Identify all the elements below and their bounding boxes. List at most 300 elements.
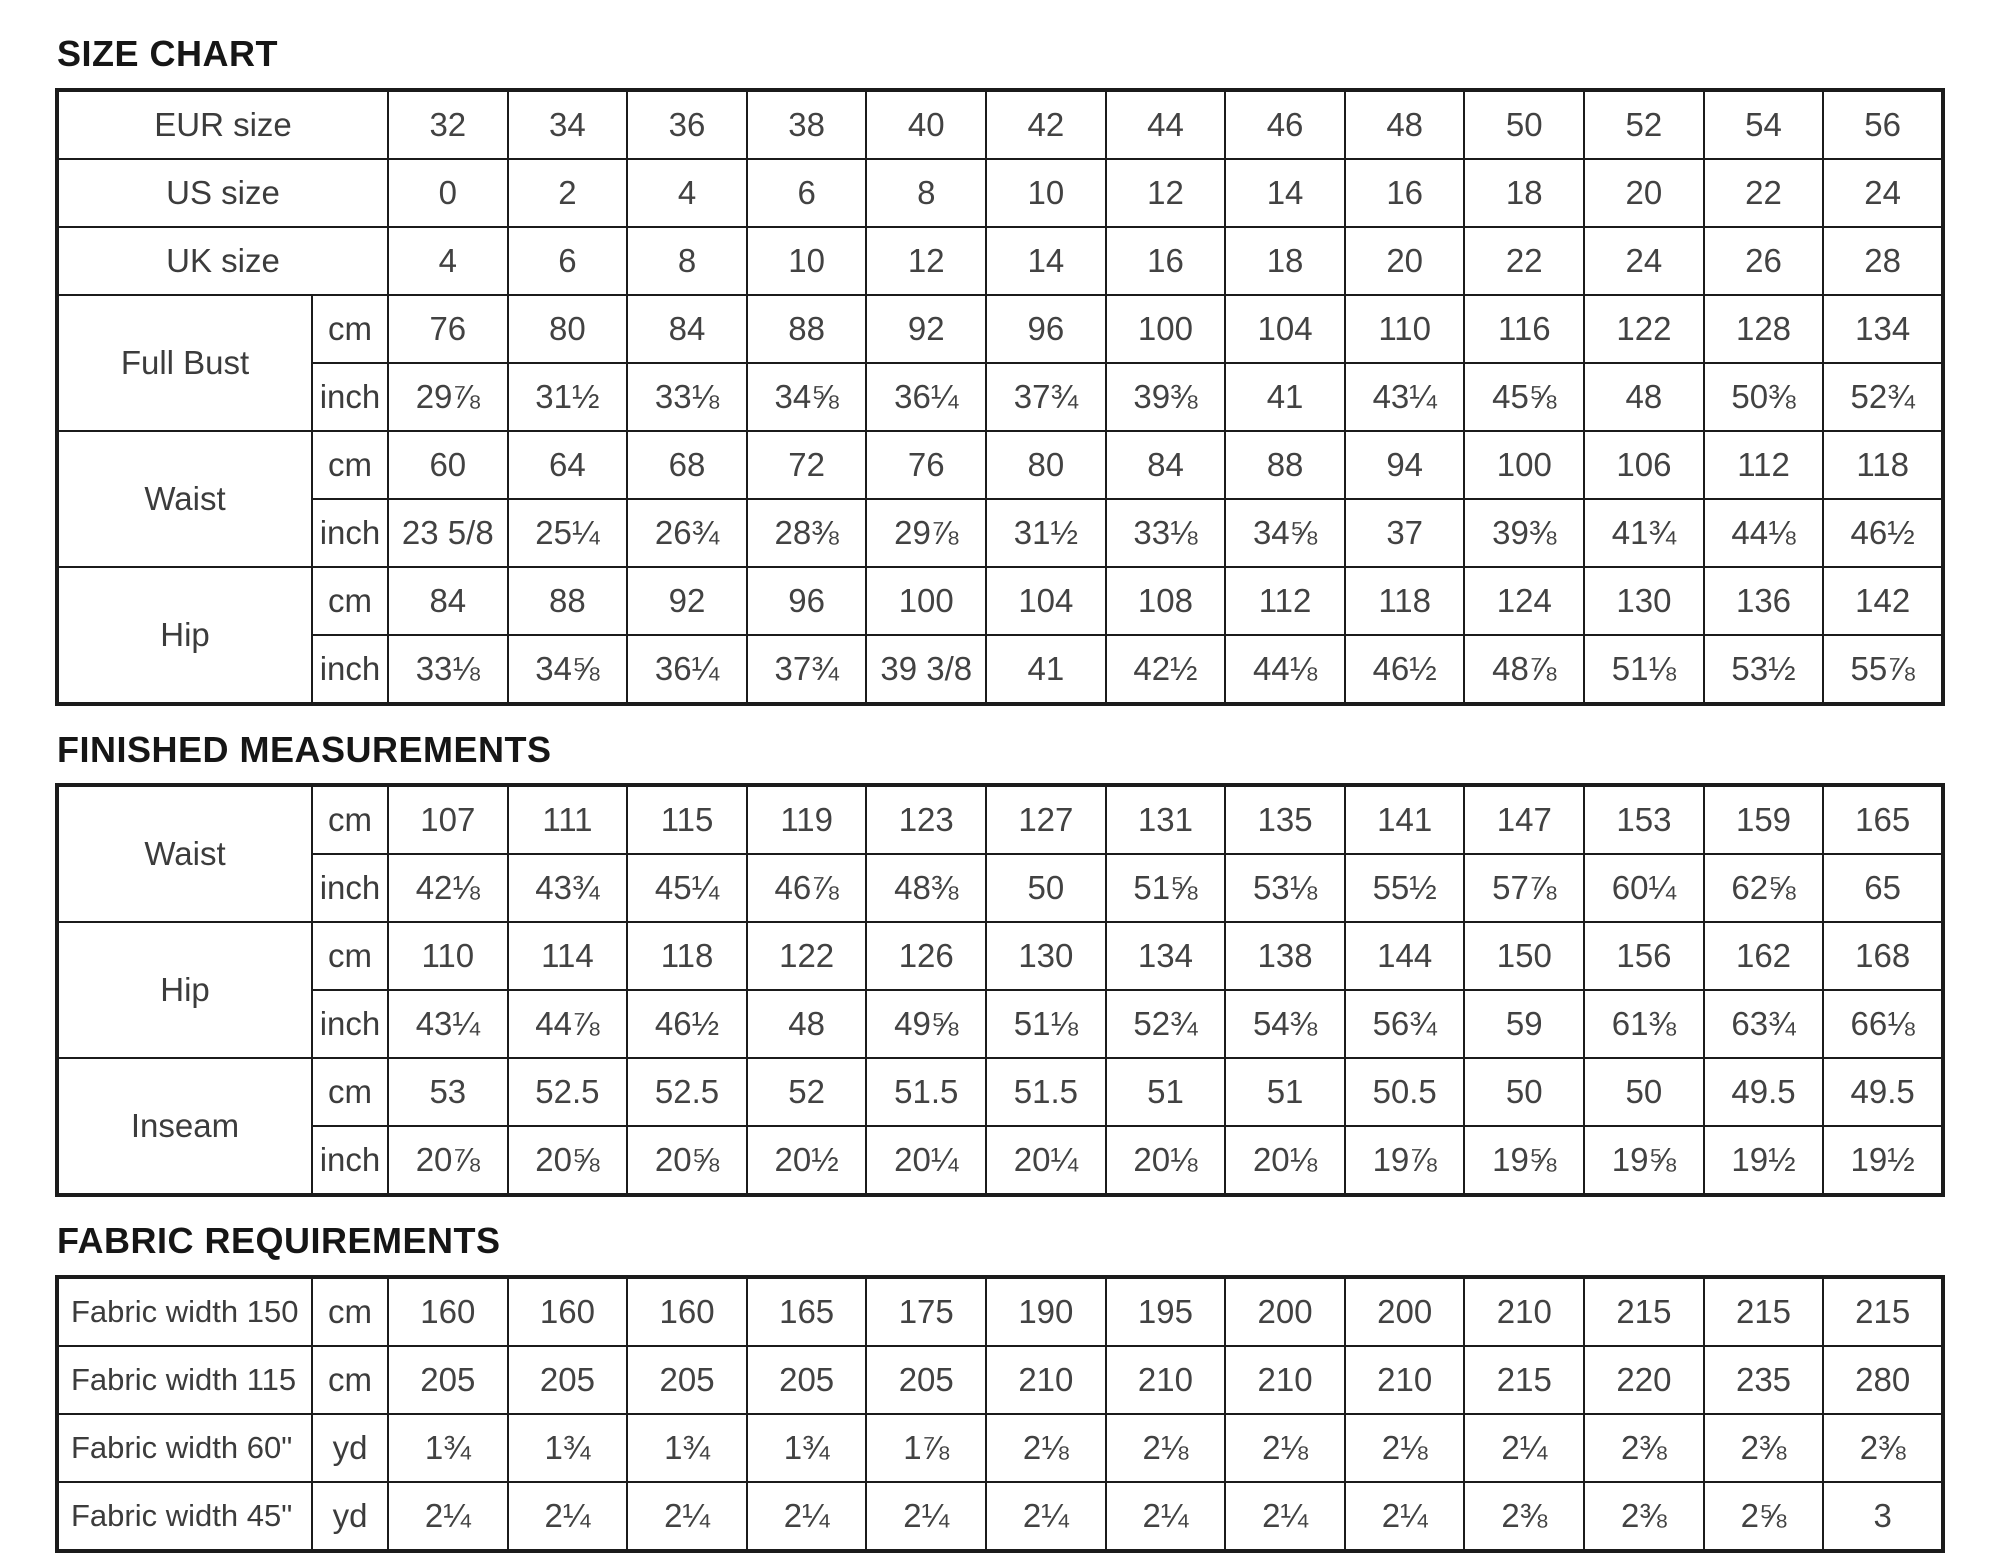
value-cell: 19½	[1704, 1126, 1824, 1195]
value-cell: 84	[627, 295, 747, 363]
value-cell: 19½	[1823, 1126, 1943, 1195]
table-row	[57, 159, 1943, 227]
value-cell: 46½	[1345, 635, 1465, 704]
value-cell: 160	[508, 1277, 628, 1346]
value-cell: 2⅜	[1584, 1482, 1704, 1551]
value-cell: 210	[1225, 1346, 1345, 1414]
value-cell: 100	[1464, 431, 1584, 499]
table-row	[57, 1058, 1943, 1126]
value-cell: 14	[1225, 159, 1345, 227]
value-cell: 92	[866, 295, 986, 363]
value-cell: 165	[747, 1277, 867, 1346]
fabric-requirements-table	[55, 1275, 1945, 1553]
unit-cell: yd	[312, 1482, 388, 1551]
value-cell: 2¼	[1345, 1482, 1465, 1551]
value-cell: 107	[388, 785, 508, 854]
value-cell: 2¼	[1106, 1482, 1226, 1551]
value-cell: 142	[1823, 567, 1943, 635]
value-cell: 0	[388, 159, 508, 227]
value-cell: 61⅜	[1584, 990, 1704, 1058]
value-cell: 1¾	[747, 1414, 867, 1482]
value-cell: 48⅜	[866, 854, 986, 922]
unit-cell: inch	[312, 990, 388, 1058]
unit-cell: inch	[312, 363, 388, 431]
row-label: US size	[57, 159, 388, 227]
value-cell: 144	[1345, 922, 1465, 990]
unit-cell: cm	[312, 922, 388, 990]
value-cell: 1¾	[388, 1414, 508, 1482]
value-cell: 22	[1464, 227, 1584, 295]
value-cell: 46½	[1823, 499, 1943, 567]
value-cell: 20¼	[986, 1126, 1106, 1195]
value-cell: 31½	[986, 499, 1106, 567]
value-cell: 20	[1584, 159, 1704, 227]
value-cell: 123	[866, 785, 986, 854]
value-cell: 104	[1225, 295, 1345, 363]
value-cell: 205	[627, 1346, 747, 1414]
value-cell: 110	[1345, 295, 1465, 363]
table-row	[57, 635, 1943, 704]
value-cell: 16	[1106, 227, 1226, 295]
row-label: UK size	[57, 227, 388, 295]
value-cell: 36¼	[627, 635, 747, 704]
value-cell: 43¾	[508, 854, 628, 922]
table-row	[57, 1277, 1943, 1346]
value-cell: 48⅞	[1464, 635, 1584, 704]
value-cell: 127	[986, 785, 1106, 854]
value-cell: 41	[1225, 363, 1345, 431]
unit-cell: yd	[312, 1414, 388, 1482]
value-cell: 12	[866, 227, 986, 295]
table-row	[57, 431, 1943, 499]
value-cell: 6	[508, 227, 628, 295]
value-cell: 2⅜	[1584, 1414, 1704, 1482]
row-label: Fabric width 45"	[57, 1482, 312, 1551]
value-cell: 60	[388, 431, 508, 499]
value-cell: 36¼	[866, 363, 986, 431]
value-cell: 126	[866, 922, 986, 990]
value-cell: 38	[747, 90, 867, 159]
value-cell: 128	[1704, 295, 1824, 363]
value-cell: 195	[1106, 1277, 1226, 1346]
value-cell: 37¾	[986, 363, 1106, 431]
value-cell: 44⅛	[1704, 499, 1824, 567]
value-cell: 210	[1106, 1346, 1226, 1414]
value-cell: 45¼	[627, 854, 747, 922]
value-cell: 122	[1584, 295, 1704, 363]
value-cell: 2⅜	[1823, 1414, 1943, 1482]
value-cell: 53⅛	[1225, 854, 1345, 922]
value-cell: 119	[747, 785, 867, 854]
value-cell: 54	[1704, 90, 1824, 159]
value-cell: 4	[627, 159, 747, 227]
value-cell: 52	[747, 1058, 867, 1126]
value-cell: 104	[986, 567, 1106, 635]
value-cell: 80	[986, 431, 1106, 499]
row-label: Inseam	[57, 1058, 312, 1195]
value-cell: 156	[1584, 922, 1704, 990]
value-cell: 36	[627, 90, 747, 159]
value-cell: 59	[1464, 990, 1584, 1058]
value-cell: 45⅝	[1464, 363, 1584, 431]
value-cell: 153	[1584, 785, 1704, 854]
value-cell: 205	[747, 1346, 867, 1414]
value-cell: 2⅛	[1345, 1414, 1465, 1482]
value-cell: 4	[388, 227, 508, 295]
row-label: EUR size	[57, 90, 388, 159]
value-cell: 2¼	[747, 1482, 867, 1551]
value-cell: 92	[627, 567, 747, 635]
value-cell: 24	[1823, 159, 1943, 227]
value-cell: 88	[508, 567, 628, 635]
value-cell: 116	[1464, 295, 1584, 363]
table-row	[57, 785, 1943, 854]
row-label: Fabric width 150	[57, 1277, 312, 1346]
value-cell: 28⅜	[747, 499, 867, 567]
value-cell: 215	[1584, 1277, 1704, 1346]
value-cell: 8	[627, 227, 747, 295]
value-cell: 205	[508, 1346, 628, 1414]
row-label: Fabric width 115	[57, 1346, 312, 1414]
value-cell: 215	[1464, 1346, 1584, 1414]
value-cell: 29⅞	[866, 499, 986, 567]
value-cell: 150	[1464, 922, 1584, 990]
value-cell: 2¼	[627, 1482, 747, 1551]
value-cell: 118	[1823, 431, 1943, 499]
value-cell: 100	[1106, 295, 1226, 363]
value-cell: 122	[747, 922, 867, 990]
value-cell: 124	[1464, 567, 1584, 635]
value-cell: 33⅛	[1106, 499, 1226, 567]
value-cell: 215	[1823, 1277, 1943, 1346]
unit-cell: cm	[312, 295, 388, 363]
value-cell: 20⅝	[627, 1126, 747, 1195]
value-cell: 24	[1584, 227, 1704, 295]
unit-cell: cm	[312, 1346, 388, 1414]
value-cell: 62⅝	[1704, 854, 1824, 922]
value-cell: 41¾	[1584, 499, 1704, 567]
value-cell: 48	[747, 990, 867, 1058]
value-cell: 34	[508, 90, 628, 159]
value-cell: 3	[1823, 1482, 1943, 1551]
value-cell: 80	[508, 295, 628, 363]
value-cell: 160	[388, 1277, 508, 1346]
value-cell: 51⅛	[1584, 635, 1704, 704]
value-cell: 210	[1464, 1277, 1584, 1346]
value-cell: 131	[1106, 785, 1226, 854]
value-cell: 210	[1345, 1346, 1465, 1414]
value-cell: 50.5	[1345, 1058, 1465, 1126]
value-cell: 165	[1823, 785, 1943, 854]
value-cell: 53½	[1704, 635, 1824, 704]
value-cell: 88	[1225, 431, 1345, 499]
value-cell: 51⅝	[1106, 854, 1226, 922]
value-cell: 215	[1704, 1277, 1824, 1346]
value-cell: 10	[986, 159, 1106, 227]
value-cell: 25¼	[508, 499, 628, 567]
value-cell: 112	[1704, 431, 1824, 499]
value-cell: 53	[388, 1058, 508, 1126]
value-cell: 44⅛	[1225, 635, 1345, 704]
value-cell: 57⅞	[1464, 854, 1584, 922]
value-cell: 2⅝	[1704, 1482, 1824, 1551]
table-row	[57, 854, 1943, 922]
value-cell: 41	[986, 635, 1106, 704]
value-cell: 49.5	[1704, 1058, 1824, 1126]
value-cell: 138	[1225, 922, 1345, 990]
value-cell: 20⅛	[1106, 1126, 1226, 1195]
value-cell: 205	[388, 1346, 508, 1414]
value-cell: 33⅛	[388, 635, 508, 704]
value-cell: 42⅛	[388, 854, 508, 922]
value-cell: 1¾	[627, 1414, 747, 1482]
value-cell: 34⅝	[747, 363, 867, 431]
value-cell: 64	[508, 431, 628, 499]
value-cell: 96	[747, 567, 867, 635]
value-cell: 50	[1464, 90, 1584, 159]
value-cell: 48	[1345, 90, 1465, 159]
value-cell: 108	[1106, 567, 1226, 635]
value-cell: 51	[1225, 1058, 1345, 1126]
table-row	[57, 567, 1943, 635]
row-label: Full Bust	[57, 295, 312, 431]
value-cell: 200	[1225, 1277, 1345, 1346]
value-cell: 2⅜	[1704, 1414, 1824, 1482]
unit-cell: inch	[312, 1126, 388, 1195]
value-cell: 51.5	[986, 1058, 1106, 1126]
value-cell: 2¼	[508, 1482, 628, 1551]
unit-cell: inch	[312, 635, 388, 704]
value-cell: 280	[1823, 1346, 1943, 1414]
value-cell: 6	[747, 159, 867, 227]
value-cell: 33⅛	[627, 363, 747, 431]
unit-cell: cm	[312, 431, 388, 499]
value-cell: 2¼	[388, 1482, 508, 1551]
value-cell: 220	[1584, 1346, 1704, 1414]
value-cell: 29⅞	[388, 363, 508, 431]
value-cell: 12	[1106, 159, 1226, 227]
value-cell: 20⅛	[1225, 1126, 1345, 1195]
value-cell: 135	[1225, 785, 1345, 854]
value-cell: 115	[627, 785, 747, 854]
value-cell: 134	[1106, 922, 1226, 990]
value-cell: 18	[1225, 227, 1345, 295]
value-cell: 46½	[627, 990, 747, 1058]
value-cell: 50	[986, 854, 1106, 922]
value-cell: 66⅛	[1823, 990, 1943, 1058]
value-cell: 2¼	[866, 1482, 986, 1551]
fabric-requirements-title: FABRIC REQUIREMENTS	[57, 1220, 501, 1262]
value-cell: 49.5	[1823, 1058, 1943, 1126]
table-row	[57, 1126, 1943, 1195]
value-cell: 26¾	[627, 499, 747, 567]
value-cell: 111	[508, 785, 628, 854]
value-cell: 37	[1345, 499, 1465, 567]
table-row	[57, 1482, 1943, 1551]
row-label: Hip	[57, 567, 312, 704]
value-cell: 2⅛	[1225, 1414, 1345, 1482]
value-cell: 43¼	[1345, 363, 1465, 431]
value-cell: 118	[627, 922, 747, 990]
value-cell: 28	[1823, 227, 1943, 295]
value-cell: 34⅝	[1225, 499, 1345, 567]
value-cell: 46	[1225, 90, 1345, 159]
value-cell: 96	[986, 295, 1106, 363]
value-cell: 68	[627, 431, 747, 499]
value-cell: 52¾	[1823, 363, 1943, 431]
row-label: Waist	[57, 431, 312, 567]
table-row	[57, 90, 1943, 159]
value-cell: 2¼	[1464, 1414, 1584, 1482]
value-cell: 76	[866, 431, 986, 499]
value-cell: 40	[866, 90, 986, 159]
unit-cell: cm	[312, 785, 388, 854]
value-cell: 50	[1584, 1058, 1704, 1126]
value-cell: 168	[1823, 922, 1943, 990]
value-cell: 55⅞	[1823, 635, 1943, 704]
value-cell: 136	[1704, 567, 1824, 635]
value-cell: 110	[388, 922, 508, 990]
value-cell: 147	[1464, 785, 1584, 854]
value-cell: 19⅝	[1464, 1126, 1584, 1195]
value-cell: 159	[1704, 785, 1824, 854]
value-cell: 20¼	[866, 1126, 986, 1195]
value-cell: 1¾	[508, 1414, 628, 1482]
value-cell: 134	[1823, 295, 1943, 363]
value-cell: 94	[1345, 431, 1465, 499]
unit-cell: inch	[312, 854, 388, 922]
value-cell: 37¾	[747, 635, 867, 704]
value-cell: 56¾	[1345, 990, 1465, 1058]
value-cell: 84	[1106, 431, 1226, 499]
value-cell: 84	[388, 567, 508, 635]
value-cell: 16	[1345, 159, 1465, 227]
value-cell: 20⅞	[388, 1126, 508, 1195]
unit-cell: inch	[312, 499, 388, 567]
finished-measurements-table	[55, 783, 1945, 1197]
value-cell: 114	[508, 922, 628, 990]
value-cell: 51.5	[866, 1058, 986, 1126]
table-row	[57, 363, 1943, 431]
value-cell: 56	[1823, 90, 1943, 159]
value-cell: 44	[1106, 90, 1226, 159]
row-label: Waist	[57, 785, 312, 922]
value-cell: 50⅜	[1704, 363, 1824, 431]
value-cell: 48	[1584, 363, 1704, 431]
value-cell: 130	[986, 922, 1106, 990]
value-cell: 49⅝	[866, 990, 986, 1058]
value-cell: 52	[1584, 90, 1704, 159]
value-cell: 55½	[1345, 854, 1465, 922]
value-cell: 72	[747, 431, 867, 499]
value-cell: 65	[1823, 854, 1943, 922]
value-cell: 34⅝	[508, 635, 628, 704]
value-cell: 39 3/8	[866, 635, 986, 704]
value-cell: 141	[1345, 785, 1465, 854]
value-cell: 32	[388, 90, 508, 159]
value-cell: 18	[1464, 159, 1584, 227]
unit-cell: cm	[312, 567, 388, 635]
value-cell: 52.5	[508, 1058, 628, 1126]
value-cell: 42½	[1106, 635, 1226, 704]
value-cell: 106	[1584, 431, 1704, 499]
value-cell: 235	[1704, 1346, 1824, 1414]
table-row	[57, 295, 1943, 363]
table-row	[57, 1414, 1943, 1482]
value-cell: 63¾	[1704, 990, 1824, 1058]
value-cell: 42	[986, 90, 1106, 159]
value-cell: 19⅞	[1345, 1126, 1465, 1195]
value-cell: 43¼	[388, 990, 508, 1058]
value-cell: 51	[1106, 1058, 1226, 1126]
value-cell: 1⅞	[866, 1414, 986, 1482]
size-chart-title: SIZE CHART	[57, 33, 278, 74]
value-cell: 2	[508, 159, 628, 227]
value-cell: 39⅜	[1464, 499, 1584, 567]
value-cell: 190	[986, 1277, 1106, 1346]
unit-cell: cm	[312, 1277, 388, 1346]
value-cell: 14	[986, 227, 1106, 295]
value-cell: 19⅝	[1584, 1126, 1704, 1195]
value-cell: 44⅞	[508, 990, 628, 1058]
value-cell: 76	[388, 295, 508, 363]
row-label: Fabric width 60"	[57, 1414, 312, 1482]
value-cell: 2⅛	[986, 1414, 1106, 1482]
table-row	[57, 499, 1943, 567]
value-cell: 2¼	[1225, 1482, 1345, 1551]
value-cell: 100	[866, 567, 986, 635]
value-cell: 200	[1345, 1277, 1465, 1346]
value-cell: 118	[1345, 567, 1465, 635]
value-cell: 31½	[508, 363, 628, 431]
table-row	[57, 227, 1943, 295]
finished-measurements-title: FINISHED MEASUREMENTS	[57, 728, 552, 770]
value-cell: 52.5	[627, 1058, 747, 1126]
value-cell: 46⅞	[747, 854, 867, 922]
value-cell: 50	[1464, 1058, 1584, 1126]
value-cell: 112	[1225, 567, 1345, 635]
size-chart-table	[55, 88, 1945, 706]
value-cell: 23 5/8	[388, 499, 508, 567]
value-cell: 39⅜	[1106, 363, 1226, 431]
value-cell: 162	[1704, 922, 1824, 990]
value-cell: 52¾	[1106, 990, 1226, 1058]
table-row	[57, 1346, 1943, 1414]
value-cell: 160	[627, 1277, 747, 1346]
value-cell: 130	[1584, 567, 1704, 635]
value-cell: 175	[866, 1277, 986, 1346]
table-row	[57, 922, 1943, 990]
value-cell: 22	[1704, 159, 1824, 227]
value-cell: 205	[866, 1346, 986, 1414]
value-cell: 2⅜	[1464, 1482, 1584, 1551]
table-row	[57, 990, 1943, 1058]
value-cell: 60¼	[1584, 854, 1704, 922]
value-cell: 10	[747, 227, 867, 295]
value-cell: 20½	[747, 1126, 867, 1195]
value-cell: 210	[986, 1346, 1106, 1414]
value-cell: 2⅛	[1106, 1414, 1226, 1482]
value-cell: 20⅝	[508, 1126, 628, 1195]
value-cell: 20	[1345, 227, 1465, 295]
unit-cell: cm	[312, 1058, 388, 1126]
value-cell: 2¼	[986, 1482, 1106, 1551]
value-cell: 8	[866, 159, 986, 227]
value-cell: 26	[1704, 227, 1824, 295]
value-cell: 51⅛	[986, 990, 1106, 1058]
value-cell: 88	[747, 295, 867, 363]
row-label: Hip	[57, 922, 312, 1058]
